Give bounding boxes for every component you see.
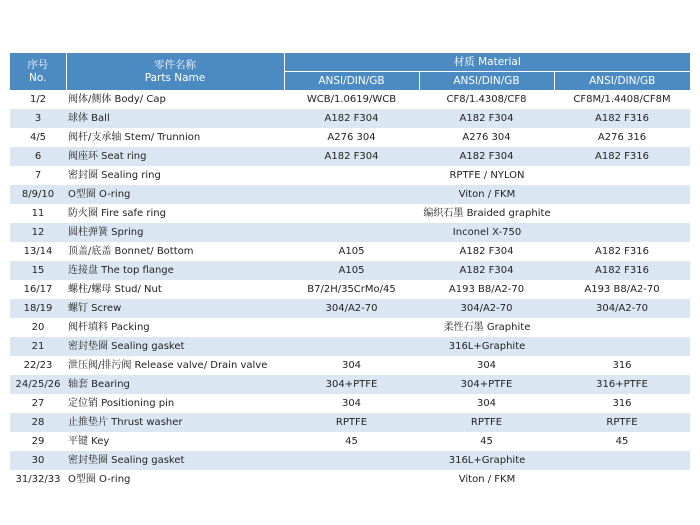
- part-name: 阀杆填料 Packing: [66, 318, 284, 337]
- material-grade-1: A182 F304: [284, 147, 419, 166]
- table-row: [10, 432, 690, 451]
- header-standard-3: ANSI/DIN/GB: [554, 72, 690, 91]
- table-row: [10, 166, 690, 185]
- table-row: [10, 128, 690, 147]
- table-row: [10, 451, 690, 470]
- part-number: 1/2: [10, 90, 66, 109]
- part-name: 球体 Ball: [66, 109, 284, 128]
- header-standard-1: ANSI/DIN/GB: [284, 72, 419, 91]
- material-all-grades: 编织石墨 Braided graphite: [284, 204, 690, 223]
- material-grade-2: 304: [419, 356, 554, 375]
- material-all-grades: 316L+Graphite: [284, 451, 690, 470]
- material-grade-3: 316: [554, 356, 690, 375]
- part-number: 12: [10, 223, 66, 242]
- part-name: 泄压阀/排污阀 Release valve/ Drain valve: [66, 356, 284, 375]
- part-number: 11: [10, 204, 66, 223]
- part-name: 圆柱弹簧 Spring: [66, 223, 284, 242]
- part-name: 防火圈 Fire safe ring: [66, 204, 284, 223]
- material-grade-2: RPTFE: [419, 413, 554, 432]
- material-grade-1: A182 F304: [284, 109, 419, 128]
- part-number: 16/17: [10, 280, 66, 299]
- material-grade-3: A276 316: [554, 128, 690, 147]
- material-all-grades: 柔性石墨 Graphite: [284, 318, 690, 337]
- part-number: 4/5: [10, 128, 66, 147]
- material-grade-2: A182 F304: [419, 109, 554, 128]
- material-grade-1: 45: [284, 432, 419, 451]
- part-name: 定位销 Positioning pin: [66, 394, 284, 413]
- material-all-grades: Viton / FKM: [284, 185, 690, 204]
- part-number: 20: [10, 318, 66, 337]
- part-number: 22/23: [10, 356, 66, 375]
- table-row: [10, 318, 690, 337]
- part-name: 密封垫圈 Sealing gasket: [66, 337, 284, 356]
- table-row: [10, 242, 690, 261]
- part-name: 顶盖/底盖 Bonnet/ Bottom: [66, 242, 284, 261]
- part-name: 轴套 Bearing: [66, 375, 284, 394]
- part-number: 7: [10, 166, 66, 185]
- header-parts-name: [66, 53, 284, 90]
- material-grade-1: RPTFE: [284, 413, 419, 432]
- part-number: 8/9/10: [10, 185, 66, 204]
- part-number: 31/32/33: [10, 470, 66, 489]
- material-grade-1: A105: [284, 261, 419, 280]
- material-grade-3: RPTFE: [554, 413, 690, 432]
- table-row: [10, 394, 690, 413]
- table-row: [10, 185, 690, 204]
- material-grade-2: A182 F304: [419, 261, 554, 280]
- table-row: [10, 375, 690, 394]
- table-row: [10, 470, 690, 489]
- material-grade-3: A182 F316: [554, 109, 690, 128]
- table-row: [10, 109, 690, 128]
- material-grade-3: A193 B8/A2-70: [554, 280, 690, 299]
- table-row: [10, 147, 690, 166]
- table-row: [10, 261, 690, 280]
- part-name: 阀杆/支承轴 Stem/ Trunnion: [66, 128, 284, 147]
- material-all-grades: Viton / FKM: [284, 470, 690, 489]
- materials-table-container: [10, 53, 690, 489]
- material-grade-1: A276 304: [284, 128, 419, 147]
- header-number-en: No.: [29, 71, 47, 84]
- material-grade-2: CF8/1.4308/CF8: [419, 90, 554, 109]
- header-number-cn: 序号: [27, 58, 49, 71]
- part-name: 平键 Key: [66, 432, 284, 451]
- material-grade-2: 304: [419, 394, 554, 413]
- table-body: [10, 90, 690, 489]
- material-grade-1: A105: [284, 242, 419, 261]
- part-name: 螺钉 Screw: [66, 299, 284, 318]
- material-grade-2: A182 F304: [419, 242, 554, 261]
- part-name: O型圈 O-ring: [66, 470, 284, 489]
- part-number: 24/25/26: [10, 375, 66, 394]
- table-row: [10, 90, 690, 109]
- material-grade-2: 45: [419, 432, 554, 451]
- material-grade-1: WCB/1.0619/WCB: [284, 90, 419, 109]
- table-row: [10, 299, 690, 318]
- table-row: [10, 356, 690, 375]
- material-grade-3: A182 F316: [554, 242, 690, 261]
- part-name: 连接盘 The top flange: [66, 261, 284, 280]
- material-grade-2: A182 F304: [419, 147, 554, 166]
- material-grade-3: A182 F316: [554, 261, 690, 280]
- material-grade-2: 304/A2-70: [419, 299, 554, 318]
- table-header: [10, 53, 690, 90]
- table-row: [10, 223, 690, 242]
- part-name: 密封圈 Sealing ring: [66, 166, 284, 185]
- part-number: 21: [10, 337, 66, 356]
- part-number: 27: [10, 394, 66, 413]
- material-grade-1: 304: [284, 394, 419, 413]
- part-number: 13/14: [10, 242, 66, 261]
- header-number: [10, 53, 66, 90]
- header-parts-name-en: Parts Name: [144, 71, 206, 84]
- materials-table: [10, 53, 690, 489]
- part-name: 阀座环 Seat ring: [66, 147, 284, 166]
- material-grade-3: CF8M/1.4408/CF8M: [554, 90, 690, 109]
- part-name: 止推垫片 Thrust washer: [66, 413, 284, 432]
- part-name: 螺柱/螺母 Stud/ Nut: [66, 280, 284, 299]
- part-number: 3: [10, 109, 66, 128]
- material-grade-2: A193 B8/A2-70: [419, 280, 554, 299]
- material-all-grades: RPTFE / NYLON: [284, 166, 690, 185]
- material-grade-2: A276 304: [419, 128, 554, 147]
- table-row: [10, 337, 690, 356]
- part-number: 29: [10, 432, 66, 451]
- material-all-grades: Inconel X-750: [284, 223, 690, 242]
- part-number: 28: [10, 413, 66, 432]
- material-grade-1: B7/2H/35CrMo/45: [284, 280, 419, 299]
- part-number: 30: [10, 451, 66, 470]
- material-grade-3: 304/A2-70: [554, 299, 690, 318]
- material-all-grades: 316L+Graphite: [284, 337, 690, 356]
- material-grade-1: 304/A2-70: [284, 299, 419, 318]
- material-grade-1: 304: [284, 356, 419, 375]
- part-name: O型圈 O-ring: [66, 185, 284, 204]
- material-grade-3: 316+PTFE: [554, 375, 690, 394]
- part-name: 密封垫圈 Sealing gasket: [66, 451, 284, 470]
- header-standard-2: ANSI/DIN/GB: [419, 72, 554, 91]
- material-grade-3: 316: [554, 394, 690, 413]
- part-number: 18/19: [10, 299, 66, 318]
- table-row: [10, 413, 690, 432]
- material-grade-3: 45: [554, 432, 690, 451]
- material-grade-2: 304+PTFE: [419, 375, 554, 394]
- material-grade-3: A182 F316: [554, 147, 690, 166]
- table-row: [10, 280, 690, 299]
- table-row: [10, 204, 690, 223]
- material-grade-1: 304+PTFE: [284, 375, 419, 394]
- part-number: 6: [10, 147, 66, 166]
- part-number: 15: [10, 261, 66, 280]
- header-material: 材质 Material: [284, 53, 690, 72]
- part-name: 阀体/侧体 Body/ Cap: [66, 90, 284, 109]
- header-parts-name-cn: 零件名称: [154, 58, 196, 71]
